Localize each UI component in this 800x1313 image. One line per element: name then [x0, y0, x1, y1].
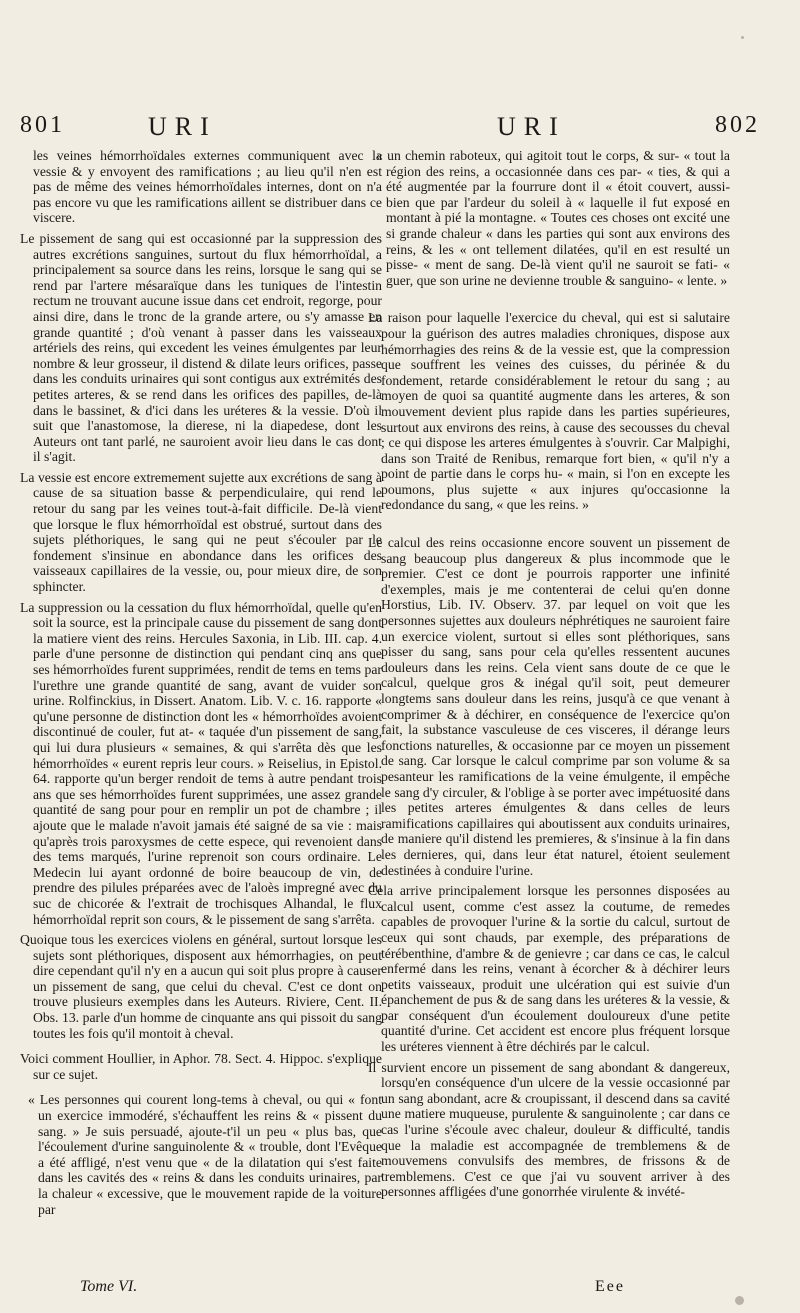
paragraph: Le calcul des reins occasionne encore souvent un pissement de sang beaucoup plus dangereux & plus incommode que le premier. C'est ce dont je pourrois rapporter une infinité d'exemples, mais je me contenterai de celui qu'en donne Horstius, Lib. IV. Observ. 37. par lequel on voit que les personnes sujettes aux douleurs néphrétiques ne sauroient faire un exercice violent, surtout si elles sont pléthoriques, sans pisser du sang, sans pour cela qu'elles ressentent aucunes douleurs dans les reins. Cela vient sans doute de ce que le calcul, quelque gros & inégal qu'il soit, peut demeurer longtems sans douleur dans les reins, jusqu'à ce que venant à comprimer & à déchirer, en conséquence de l'exercice qu'on fait, la substance vasculeuse de ces visceres, il dérange leurs fonctions naturelles, & occasionne par ce moyen un pissement de sang. Car lorsque le calcul comprime par son volume & sa pesanteur les ramifications de la veine émulgente, il empêche le sang d'y circuler, & l'oblige à se porter avec impétuosité dans les petites arteres émulgentes & dans celles de leurs ramifications capillaires qui aboutissent aux conduits urinaires, de maniere qu'il distend les premieres, & s'insinue à la fin dans les dernieres, qui, dans leur état naturel, étoient seulement destinées à conduire l'urine. — [368, 535, 730, 878]
quotation: « Les personnes qui courent long-tems à cheval, ou qui « font un exercice immodéré, s'échauffent les reins & « pissent du sang. » Je suis persuadé, ajoute-t'il un peu « plus bas, que l'écoulement d'urine sanguinolente & « trouble, dont l'Evêque a été affligé, n'est venu que « de la dilatation qui s'est faite dans les cavités des « reins & dans les conduits urinaires, par la chaleur « excessive, que le mouvement rapide de la voiture par — [28, 1092, 382, 1217]
signature-mark: Eee — [595, 1278, 625, 1295]
paper-stain-mark — [735, 1296, 744, 1305]
paragraph: La vessie est encore extremement sujette aux excrétions de sang à cause de sa situation basse & perpendiculaire, qui rend le retour du sang par les veines tout-à-fait difficile. De-là vient que lorsque le flux hémorrhoïdal est obstrué, surtout dans des sujets pléthoriques, le sang qui ne peut s'écouler par le fondement s'insinue en abondance dans les orifices des vaisseaux capillaires de la vessie, ou, pour mieux dire, de son sphincter. — [20, 469, 382, 595]
page-header — [0, 112, 800, 148]
page-footer — [0, 1278, 800, 1302]
paragraph: Il survient encore un pissement de sang abondant & dangereux, lorsqu'en conséquence d'un ulcere de la vessie occasionné par un sang abondant, acre & croupissant, il descend dans sa cavité une matiere muqueuse, purulente & sanguinolente ; car dans ce cas l'urine s'écoule avec chaleur, douleur & difficulté, tandis que la maladie est accompagnée de tremblemens & de mouvemens convulsifs des membres, de frissons & de tremblemens. C'est ce que j'ai vu souvent arriver à des personnes affligées d'une gonorrhée virulente & invété- — [368, 1059, 730, 1200]
running-headword-left: URI — [148, 112, 217, 141]
right-column — [368, 148, 730, 1205]
left-column — [20, 148, 382, 1222]
paragraph: La raison pour laquelle l'exercice du cheval, qui est si salutaire pour la guérison des autres maladies chroniques, dispose aux hémorrhagies des reins & de la vessie est, que la compression que souffrent les veines des cuisses, du périnée & du fondement, retarde considérablement le retour du sang ; au moyen de quoi sa quantité augmente dans les arteres, & son mouvement devient plus rapide dans les parties supérieures, surtout aux environs des reins, à cause des secousses du cheval ; ce qui dispose les arteres émulgentes à s'ouvrir. Car Malpighi, dans son Traité de Renibus, remarque fort bien, « qu'il n'y a point de partie dans le corps hu- « main, si l'on en excepte les poumons, plus sujette « aux injures qu'occasionne la redondance du sang, « que les reins. » — [368, 310, 730, 513]
page-number-right: 802 — [715, 112, 760, 138]
paragraph: les veines hémorrhoïdales externes communiquent avec la vessie & y envoyent des ramifications ; au lieu qu'il n'en est pas de même des veines hémorrhoïdales internes, dont on n'a pas encore vu que les ramifications aillent se distribuer dans ce viscere. — [33, 148, 382, 226]
paragraph: Cela arrive principalement lorsque les personnes disposées au calcul usent, comme c'est assez la coutume, de remedes capables de provoquer l'urine & la sortie du calcul, surtout de ceux qui sont chauds, par exemple, des préparations de térébenthine, d'ambre & de genievre ; car dans ce cas, le calcul enfermé dans les reins, venant à écorcher & à déchirer leurs petits vaisseaux, produit une ulcération qui est suivie d'un épanchement de pus & de sang dans les uréteres & la vessie, & par conséquent d'un écoulement douloureux d'une petite quantité d'urine. Cet accident est encore plus fréquent lorsque les uréteres viennent à être déchirés par le calcul. — [368, 883, 730, 1055]
paper-stain-mark — [741, 36, 744, 39]
quotation: « un chemin raboteux, qui agitoit tout le corps, & sur- « tout la région des reins, a occasionnée dans ces par- « ties, & qui a été augmentée par la fourrure dont il « étoit couvert, aussi-bien que par l'ardeur du soleil à « laquelle il fut exposé en montant à pié la montagne. « Toutes ces choses ont excité une si grande chaleur « dans les parties qui sont aux environs des reins, & les « ont tellement dilatées, qu'il en est resulté un pisse- « ment de sang. De-là vient qu'il ne sauroit se fati- « guer, que son urine ne devienne trouble & sanguino- « lente. » — [376, 148, 730, 288]
paragraph: La suppression ou la cessation du flux hémorrhoïdal, quelle qu'en soit la source, est la principale cause du pissement de sang dont la matiere vient des reins. Hercules Saxonia, in Lib. III. cap. 4. parle d'une personne de distinction qui pendant cinq ans que ses hémorrhoïdes furent supprimées, rendit de tems en tems par l'urethre une grande quantité de sang, avant de vuider son urine. Rolfinckius, in Dissert. Anatom. Lib. V. c. 16. rapporte « qu'une personne de distinction dont les « hémorrhoïdes avoient discontinué de couler, fut at- « taquée d'un pissement de sang, qui lui dura plusieurs « semaines, & qui s'arrêta dès que les hémorrhoïdes « eurent repris leur cours. » Reiselius, in Epistol. 64. rapporte qu'un berger rendoit de tems à autre pendant trois ans que ses hémorrhoïdes furent supprimées, une assez grande quantité de sang pour pour en remplir un pot de chambre ; il ajoute que le malade n'avoit jamais été saigné de sa vie : mais qu'après trois paroxysmes de cette espece, qui revenoient dans des tems marqués, l'urine reprenoit son cours ordinaire. Le Medecin lui ayant ordonné de boire beaucoup de vin, de prendre des pilules préparées avec de l'aloès impregné avec du suc de chicorée & l'extrait de trochisques Alhandal, le flux hémorrhoïdal reprit son cours, & le pissement de sang s'arrêta. — [20, 599, 382, 927]
volume-label: Tome VI. — [80, 1278, 138, 1295]
paragraph: Le pissement de sang qui est occasionné par la suppression des autres excrétions sanguines, surtout du flux hémorrhoïdal, a principalement sa source dans les reins, lorsque le sang qui se rend par l'artere mésaraïque dans les tuniques de l'intestin rectum ne trouvant aucune issue dans cet endroit, regorge, pour ainsi dire, dans le tronc de la grande artere, ou s'y amasse en grande quantité ; d'où venant à passer dans les vaisseaux artériels des reins, qui excedent les veines émulgentes par leur nombre & leur grosseur, il distend & dilate leurs orifices, passe dans les conduits urinaires qui sont contigus aux extrémités des petites arteres, & se rend dans les orifices des papilles, de-là dans le bassinet, & d'ici dans les uréteres & la vessie. D'où il suit que l'anastomose, la dierese, ni la diapedese, dont les Auteurs ont tant parlé, ne sauroient avoir lieu dans le cas dont il s'agit. — [20, 230, 382, 465]
paragraph: Voici comment Houllier, in Aphor. 78. Sect. 4. Hippoc. s'explique sur ce sujet. — [20, 1051, 382, 1082]
page-number-left: 801 — [20, 112, 65, 138]
running-headword-right: URI — [497, 112, 566, 141]
paragraph: Quoique tous les exercices violens en général, surtout lorsque les sujets sont pléthoriques, disposent aux hémorrhagies, on peut dire cependant qu'il n'y en a aucun qui soit plus propre à causer un pissement de sang, que celui du cheval. C'est ce dont on trouve plusieurs exemples dans les Auteurs. Riviere, Cent. II. Obs. 13. parle d'un homme de cinquante ans qui pissoit du sang toutes les fois qu'il montoit à cheval. — [20, 932, 382, 1041]
